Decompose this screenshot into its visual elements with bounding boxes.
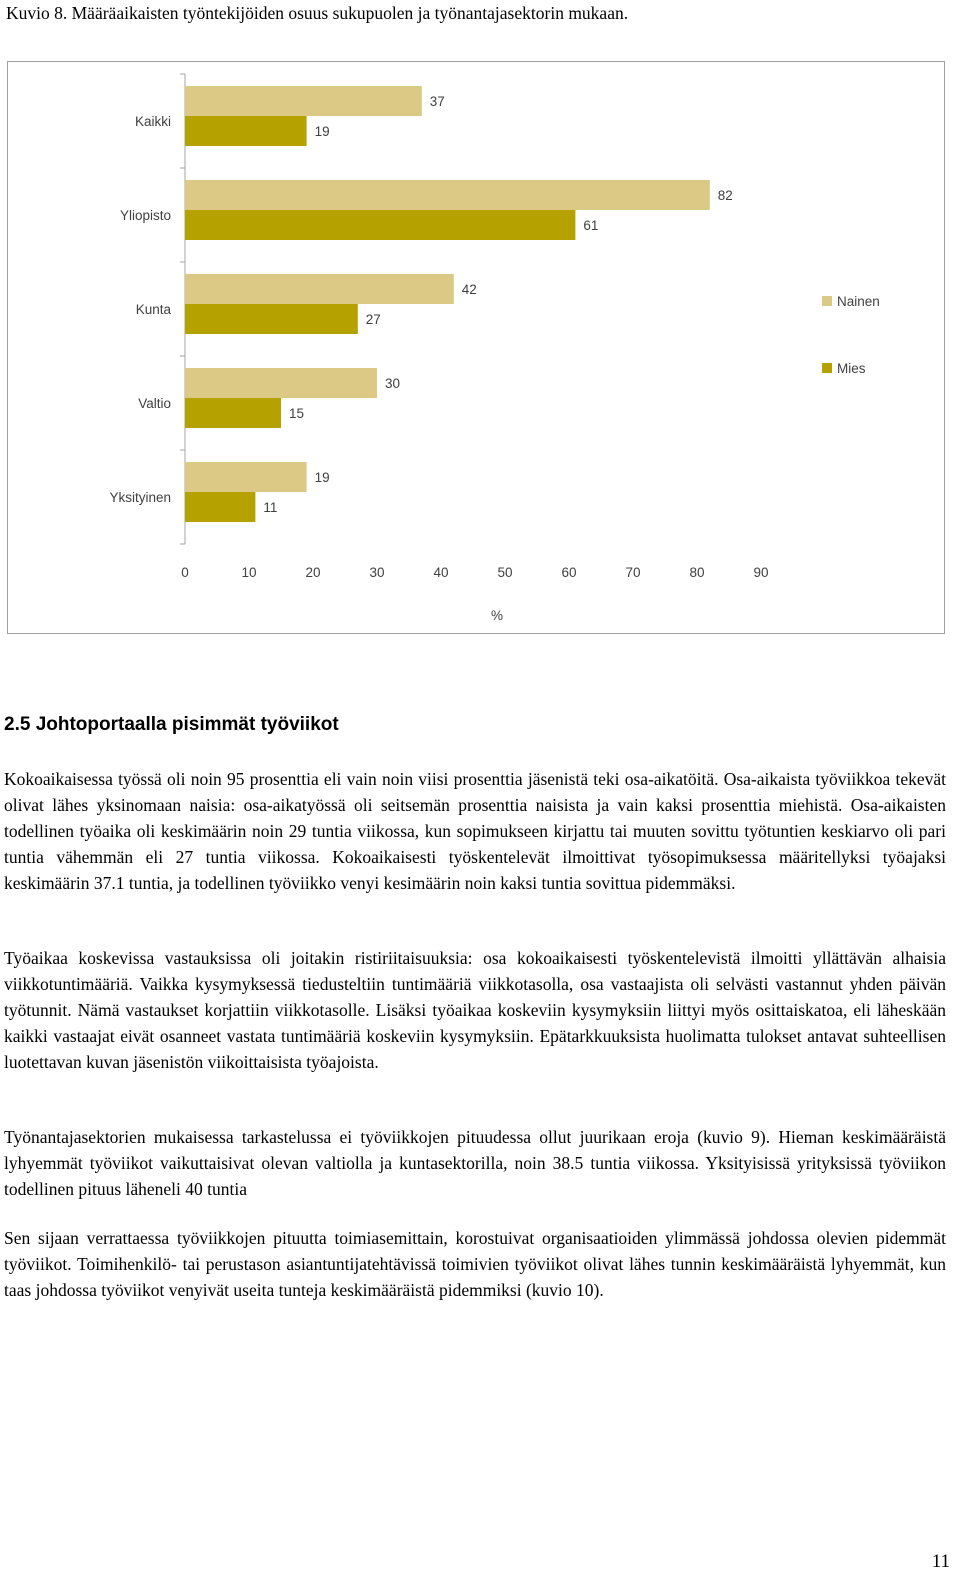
legend-swatch-nainen [822,296,832,306]
x-tick-label: 10 [241,565,257,580]
data-label: 19 [314,470,330,485]
data-label: 27 [365,312,381,327]
category-label: Yksityinen [109,490,171,505]
x-tick-label: 80 [689,565,705,580]
paragraph: Työnantajasektorien mukaisessa tarkastelussa ei työviikkojen pituudessa ollut juurikaan eroja (kuvio 9). Hieman keskimääräistä lyhyemmät työviikot vaikuttaisivat olevan valtiolla ja kuntasektorilla, noin 38.5 tuntia viikossa. Yksityisissä yrityksissä työviikon todellinen pituus läheneli 40 tuntia [4,1127,946,1199]
data-label: 15 [289,406,305,421]
paragraph: Sen sijaan verrattaessa työviikkojen pituutta toimiasemittain, korostuivat organisaatioiden ylimmässä johdossa olevien pidemmät työviikot. Toimihenkilö- tai perustason asiantuntijatehtävissä toimivien työviikot olivat lähes tunnin keskimääräistä lyhyemmät, kun taas johdossa työviikot venyivät useita tunteja keskimääräistä pidemmiksi (kuvio 10). [4,1228,946,1300]
bar-nainen [185,462,307,492]
x-tick-label: 20 [305,565,321,580]
legend-label: Nainen [837,294,880,309]
page-number: 11 [931,1551,950,1572]
figure-caption: Kuvio 8. Määräaikaisten työntekijöiden osuus sukupuolen ja työnantajasektorin mukaan. [6,3,629,23]
bar-mies [185,304,358,334]
data-label: 82 [717,188,733,203]
bar-mies [185,492,255,522]
bar-chart [8,62,946,635]
legend-swatch-mies [822,363,832,373]
x-tick-label: 60 [561,565,577,580]
paragraph: Työaikaa koskevissa vastauksissa oli joitakin ristiriitaisuuksia: osa kokoaikaisesti työskentelevistä ilmoitti yllättävän alhaisia viikkotuntimääriä. Vaikka kysymyksessä tiedusteltiin tuntimääriä viikkotasolla, osa vastaajista oli selvästi vastannut yhden päivän työtunnit. Nämä vastaukset korjattiin viikkotasolle. Lisäksi työaikaa koskeviin kysymyksiin liittyi myös osittaiskatoa, eli läheskään kaikki vastaajat eivät osanneet vastata tuntimääriä koskeviin kysymyksiin. Epätarkkuuksista huolimatta tulokset antavat suhteellisen luotettavan kuvan jäsenistön viikoittaisista työajoista. [4,948,946,1072]
bar-nainen [185,86,422,116]
chart-frame [7,61,945,634]
bar-nainen [185,368,377,398]
category-label: Kaikki [134,114,171,129]
x-tick-label: 0 [181,565,189,580]
paragraph: Kokoaikaisessa työssä oli noin 95 prosenttia eli vain noin viisi prosenttia jäsenistä teki osa-aikatöitä. Osa-aikaista työviikkoa tekevät olivat lähes yksinomaan naisia: osa-aikatyössä oli seitsemän prosenttia naisista ja vain kaksi prosenttia miehistä. Osa-aikaisten todellinen työaika oli keskimäärin noin 29 tuntia viikossa, kun sopimukseen kirjattu tai muuten sovittu työtuntien keskiarvo oli pari tuntia vähemmän eli 27 tuntia viikossa. Kokoaikaisesti työskentelevät ilmoittivat työsopimuksessa määritellyksi työajaksi keskimäärin 37.1 tuntia, ja todellinen työviikko venyi kesimäärin noin kaksi tuntia sovittua pidemmäksi. [4,769,946,893]
data-label: 30 [385,376,401,391]
bar-mies [185,116,307,146]
bar-mies [185,398,281,428]
x-tick-label: 40 [433,565,449,580]
x-tick-label: 50 [497,565,513,580]
bar-mies [185,210,575,240]
data-label: 19 [314,124,330,139]
data-label: 11 [263,500,278,515]
legend-label: Mies [837,361,866,376]
data-label: 42 [461,282,477,297]
x-tick-label: 70 [625,565,641,580]
category-label: Yliopisto [119,208,171,223]
x-axis-label: % [490,608,504,623]
data-label: 37 [429,94,445,109]
section-heading: 2.5 Johtoportaalla pisimmät työviikot [4,714,339,735]
x-tick-label: 30 [369,565,385,580]
x-tick-label: 90 [753,565,769,580]
category-label: Valtio [138,396,171,411]
category-label: Kunta [135,302,171,317]
bar-nainen [185,180,710,210]
data-label: 61 [583,218,599,233]
bar-nainen [185,274,454,304]
